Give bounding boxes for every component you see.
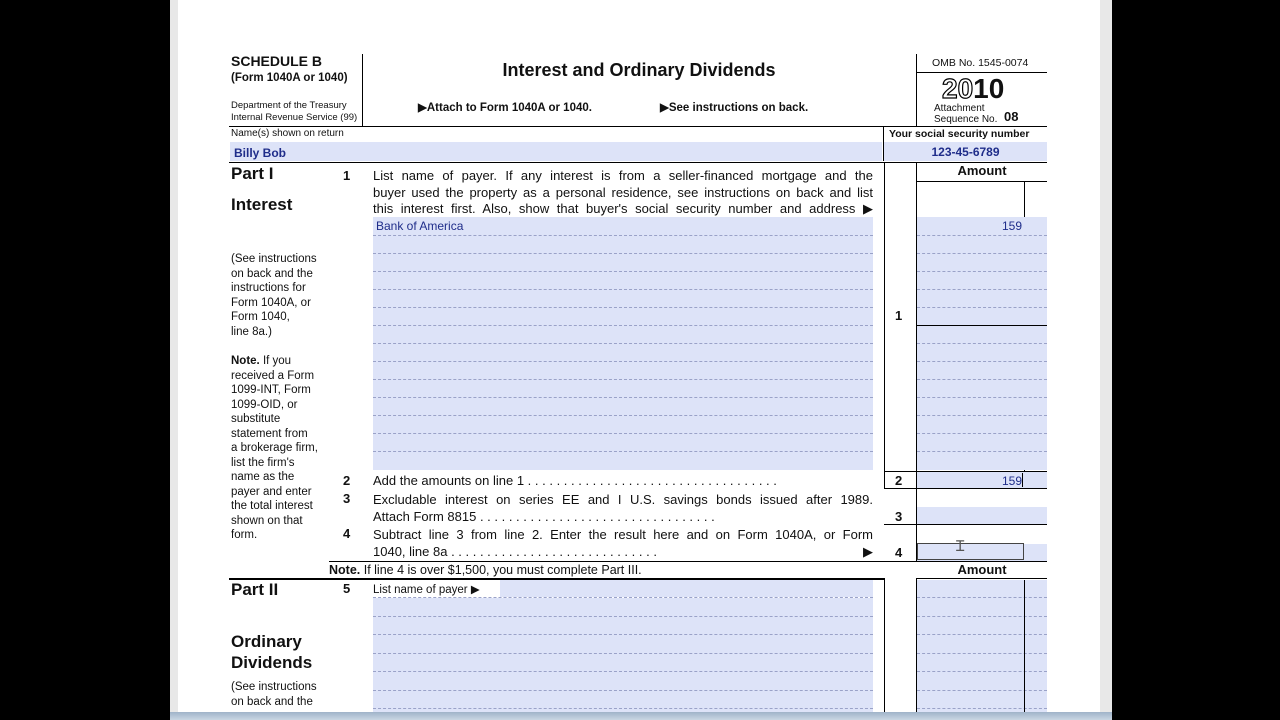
line2-box-number: 2: [895, 473, 903, 488]
payer-rule-line: [373, 307, 873, 308]
line4-text: Subtract line 3 from line 2. Enter the result here and on Form 1040A, or Form 1040, line 8a . . . . . . . . . . . . . . . . . . . . . . . . . . . . . ▶: [373, 527, 873, 559]
header-divider-right: [916, 54, 917, 126]
form-reference: (Form 1040A or 1040): [231, 72, 348, 84]
irs-label: Internal Revenue Service (99): [231, 112, 358, 123]
sequence-label: Sequence No.: [934, 114, 998, 125]
line3-bottom-rule: [884, 524, 1047, 525]
schedule-label: SCHEDULE B: [231, 53, 323, 69]
line4-focus-box: [917, 543, 1024, 560]
line1-number: 1: [343, 168, 351, 183]
arrow-right-icon: ▶: [863, 544, 873, 559]
part2-side-note: (See instructions on back and the: [231, 681, 317, 708]
amount-rule-line: [917, 235, 1047, 236]
line2-box-left: [884, 472, 885, 488]
name-label: Name(s) shown on return: [231, 128, 344, 139]
line5-label: List name of payer ▶: [373, 584, 480, 596]
part2-amount-rule-line: [917, 690, 1047, 691]
line2-text: Add the amounts on line 1 . . . . . . . . . . . . . . . . . . . . . . . . . . . . . . . . . . .: [373, 473, 777, 488]
name-value: Billy Bob: [234, 146, 287, 160]
department-label: Department of the Treasury: [231, 100, 347, 111]
text-cursor: [1022, 473, 1023, 487]
attachment-label: Attachment: [934, 103, 985, 114]
part2-rule-line: [373, 653, 873, 654]
part1-title: Part I: [231, 164, 274, 183]
part2-amount-rule-line: [917, 634, 1047, 635]
amount-rule-line: [917, 397, 1047, 398]
arrow-right-icon: ▶: [660, 102, 669, 114]
part2-amount-rule-line: [917, 597, 1047, 598]
part2-title: Part II: [231, 580, 279, 599]
line2-number: 2: [343, 473, 351, 488]
form-title: Interest and Ordinary Dividends: [502, 60, 776, 80]
line4-note: Note. If line 4 is over $1,500, you must complete Part III.: [329, 563, 642, 577]
line2-bottom-rule: [884, 488, 1047, 489]
arrow-right-icon: ▶: [418, 102, 427, 114]
amount-rule-line: [917, 451, 1047, 452]
part2-rule-line: [373, 597, 873, 598]
part2-cents-divider: [1024, 580, 1025, 720]
arrow-right-icon: ▶: [470, 584, 480, 596]
line3-number: 3: [343, 491, 351, 506]
line1-text: List name of payer. If any interest is from a seller-financed mortgage and the buyer used the property as a personal residence, see instructions on back and list this interest first. Also, show that buyer's social security number and address ▶: [373, 168, 873, 216]
see-instructions: ▶See instructions on back.: [660, 102, 809, 114]
amount-rule-line: [917, 271, 1047, 272]
amount-header-2-rule: [916, 578, 1047, 579]
line4-number: 4: [343, 526, 351, 541]
line3-box-number: 3: [895, 509, 903, 524]
part2-amount-field[interactable]: [917, 580, 1047, 720]
ssn-label: Your social security number: [889, 128, 1030, 140]
amount-rule-line: [917, 379, 1047, 380]
part2-subtitle: Ordinary Dividends: [231, 632, 313, 672]
part2-rule-line: [373, 634, 873, 635]
amount-rule-line: [917, 361, 1047, 362]
payer-rule-line: [373, 271, 873, 272]
payer-rule-line: [373, 433, 873, 434]
part2-amount-rule-line: [917, 653, 1047, 654]
payer-rule-line: [373, 415, 873, 416]
part1-side-note: (See instructions on back and the instructions for Form 1040A, or Form 1040, line 8a.): [231, 253, 317, 338]
amount-rule-line: [917, 253, 1047, 254]
line1-box-number: 1: [895, 308, 903, 323]
amount-rule-line: [917, 289, 1047, 290]
amount-rule-line: [917, 415, 1047, 416]
part2-amount-rule-line: [917, 616, 1047, 617]
payer-rule-line: [373, 397, 873, 398]
taskbar-strip: [170, 712, 1112, 720]
omb-number: OMB No. 1545-0074: [932, 57, 1029, 69]
line2-value: 159: [1001, 474, 1022, 488]
part2-rule-line: [373, 690, 873, 691]
part2-linebox-col: [884, 578, 885, 720]
payer-rule-line: [373, 289, 873, 290]
amount-rule-line: [917, 307, 1047, 308]
line5-first-payer-field[interactable]: [500, 580, 873, 597]
payer-rule-line: [373, 451, 873, 452]
tax-year: 2010: [942, 73, 1005, 104]
name-field[interactable]: [230, 142, 882, 161]
line5-number: 5: [343, 581, 351, 596]
part2-amount-rule-line: [917, 671, 1047, 672]
payer-1-name: Bank of America: [376, 219, 464, 233]
amount-rule-line: [917, 433, 1047, 434]
payer-rule-line: [373, 325, 873, 326]
line3-field[interactable]: [917, 507, 1047, 524]
amount-header-rule: [916, 181, 1047, 182]
part1-subtitle: Interest: [231, 195, 293, 214]
part2-amount-rule-line: [917, 708, 1047, 709]
amount-1-value: 159: [1001, 219, 1022, 233]
line3-text: Excludable interest on series EE and I U.S. savings bonds issued after 1989. Attach Form 8815 . . . . . . . . . . . . . . . . . . . . . . . . . . . . . . . . .: [373, 492, 873, 524]
linebox-col-left: [884, 162, 885, 480]
payer-rule-line: [373, 235, 873, 236]
payer-rule-line: [373, 253, 873, 254]
amount-mid-rule: [916, 325, 1047, 326]
sequence-number: 08: [1004, 109, 1019, 124]
part2-rule-line: [373, 671, 873, 672]
part1-note: Note. If you received a Form 1099-INT, Form 1099-OID, or substitute statement from a brokerage firm, list the firm's name as the payer and enter the total interest shown on that form.: [231, 355, 318, 541]
ssn-value: 123-45-6789: [931, 145, 1000, 159]
payer-rule-line: [373, 361, 873, 362]
line4-box-number: 4: [895, 545, 903, 560]
header-bottom-rule: [229, 126, 1047, 127]
ibeam-cursor-icon: Ɪ: [956, 538, 965, 555]
part2-rule-line: [373, 616, 873, 617]
part2-rule-line: [373, 708, 873, 709]
amount-rule-line: [917, 343, 1047, 344]
payer-rule-line: [373, 379, 873, 380]
amount-header: Amount: [957, 163, 1007, 178]
amount-header-2: Amount: [957, 562, 1007, 577]
attach-instruction: ▶Attach to Form 1040A or 1040.: [418, 102, 592, 114]
payer-rule-line: [373, 343, 873, 344]
